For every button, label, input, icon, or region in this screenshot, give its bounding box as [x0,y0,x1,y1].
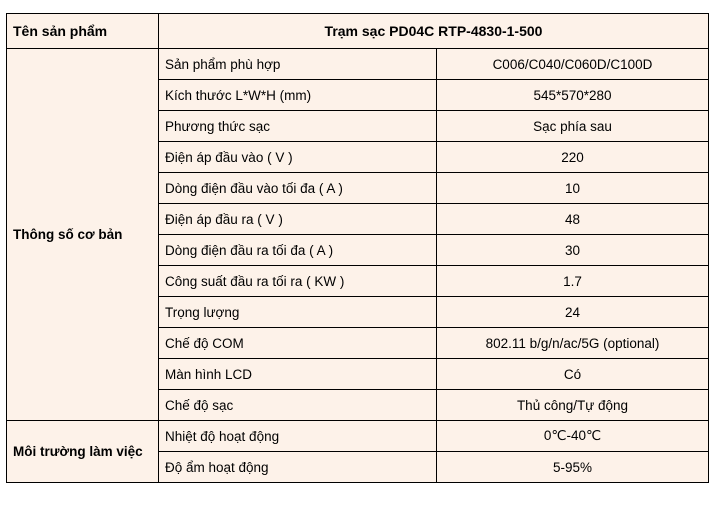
value-cell: 30 [437,235,709,266]
value-cell: 48 [437,204,709,235]
header-label: Tên sản phẩm [7,14,159,49]
param-cell: Trọng lượng [159,297,437,328]
param-cell: Kích thước L*W*H (mm) [159,80,437,111]
value-cell: 0℃-40℃ [437,421,709,452]
param-cell: Phương thức sạc [159,111,437,142]
value-cell: Sạc phía sau [437,111,709,142]
group-label: Thông số cơ bản [7,49,159,421]
value-cell: 220 [437,142,709,173]
param-cell: Chế độ COM [159,328,437,359]
spec-table [6,13,709,483]
param-cell: Công suất đầu ra tối ra ( KW ) [159,266,437,297]
table-row [7,49,709,80]
param-cell: Nhiệt độ hoạt động [159,421,437,452]
table-row [7,421,709,452]
value-cell: Thủ công/Tự động [437,390,709,421]
value-cell: 1.7 [437,266,709,297]
value-cell: C006/C040/C060D/C100D [437,49,709,80]
value-cell: 5-95% [437,452,709,483]
spec-table-container [6,13,709,483]
param-cell: Điện áp đầu vào ( V ) [159,142,437,173]
product-title: Trạm sạc PD04C RTP-4830-1-500 [159,14,709,49]
param-cell: Điện áp đầu ra ( V ) [159,204,437,235]
group-label: Môi trường làm việc [7,421,159,483]
param-cell: Màn hình LCD [159,359,437,390]
value-cell: 24 [437,297,709,328]
param-cell: Sản phẩm phù hợp [159,49,437,80]
param-cell: Dòng điện đầu vào tối đa ( A ) [159,173,437,204]
param-cell: Độ ẩm hoạt động [159,452,437,483]
value-cell: 545*570*280 [437,80,709,111]
value-cell: 802.11 b/g/n/ac/5G (optional) [437,328,709,359]
param-cell: Chế độ sạc [159,390,437,421]
header-row [7,14,709,49]
param-cell: Dòng điện đầu ra tối đa ( A ) [159,235,437,266]
value-cell: 10 [437,173,709,204]
value-cell: Có [437,359,709,390]
